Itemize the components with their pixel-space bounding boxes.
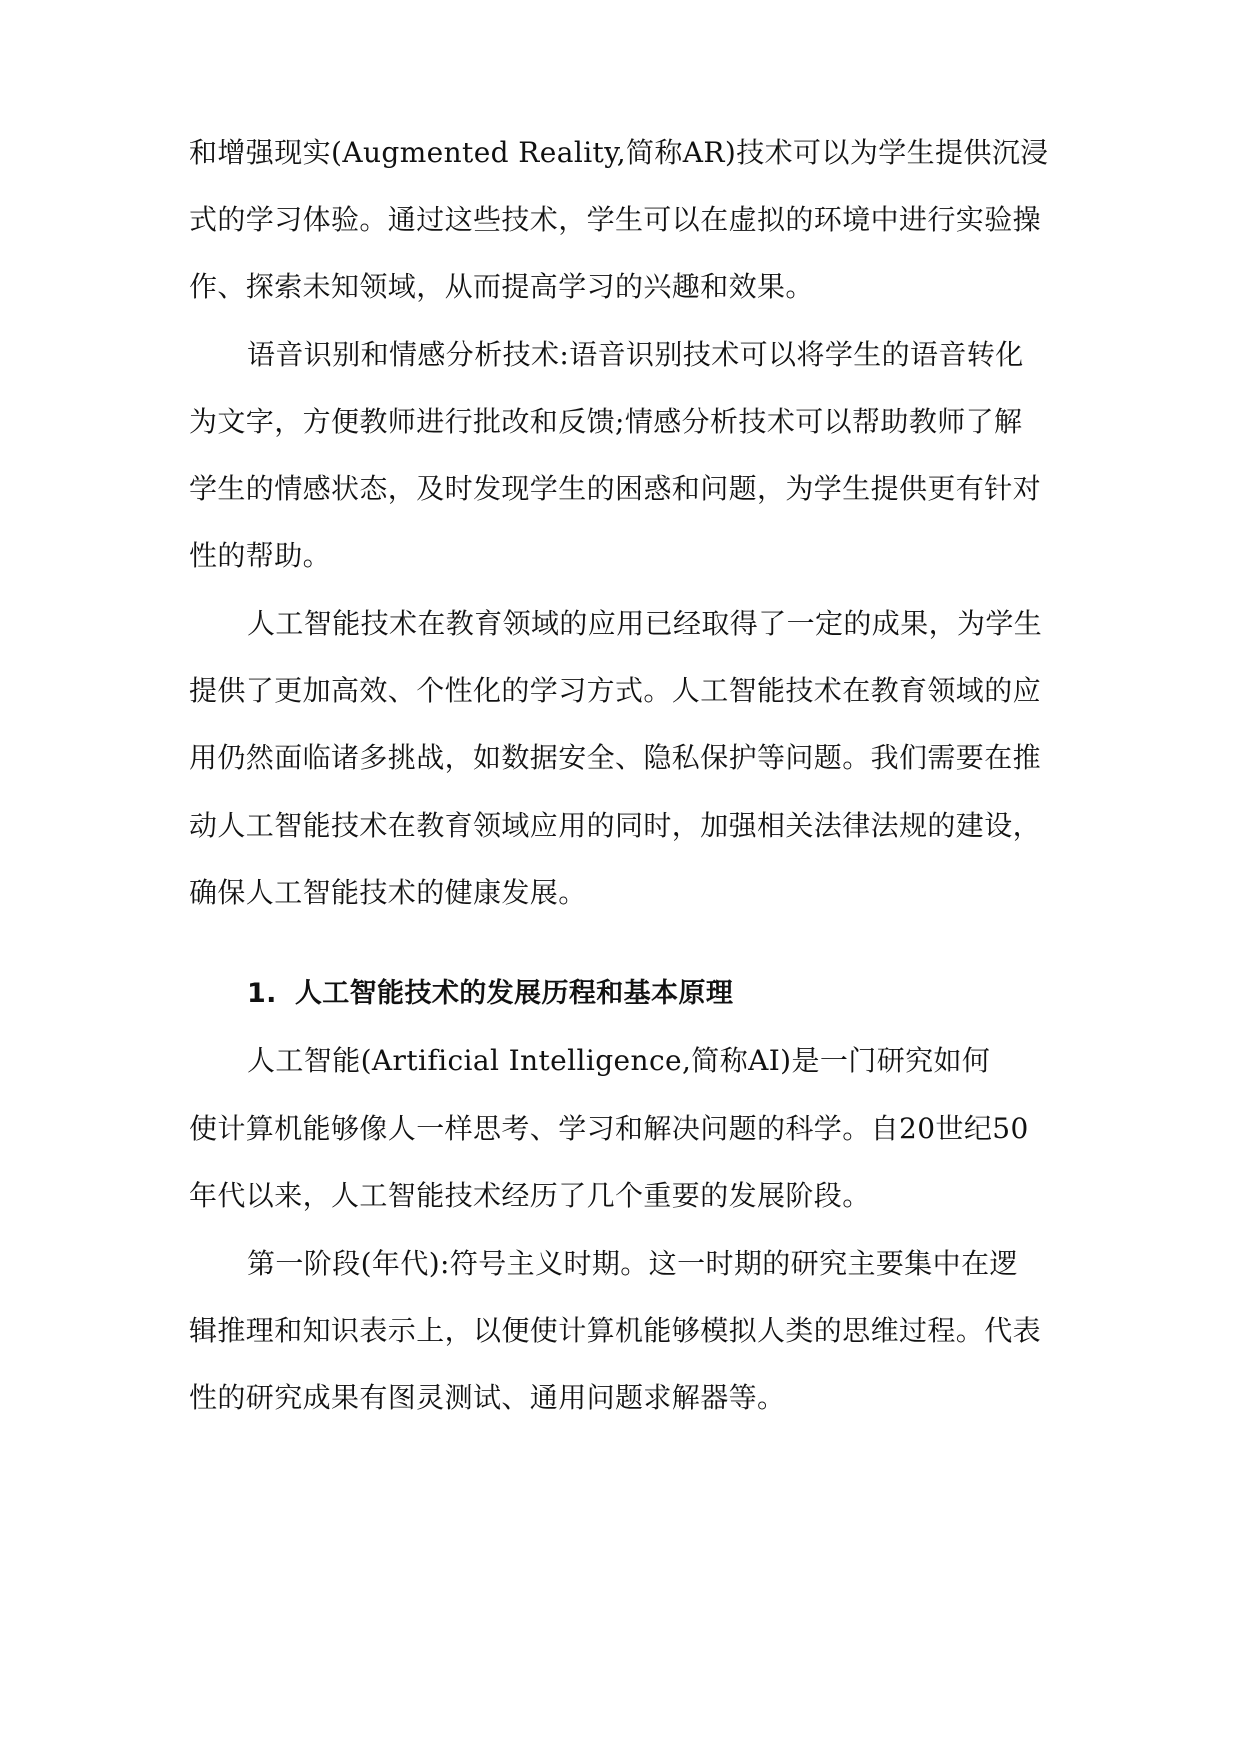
section-title: 人工智能技术的发展历程和基本原理 (294, 978, 734, 1009)
text-line: 年代以来，人工智能技术经历了几个重要的发展阶段。 (189, 1179, 871, 1212)
text-line: 提供了更加高效、个性化的学习方式。人工智能技术在教育领域的应 (189, 674, 1042, 707)
text-line: 使计算机能够像人一样思考、学习和解决问题的科学。自20世纪50 (189, 1112, 1029, 1145)
text-line: 辑推理和知识表示上，以便使计算机能够模拟人类的思维过程。代表 (189, 1314, 1042, 1347)
text-line: 为文字，方便教师进行批改和反馈;情感分析技术可以帮助教师了解 (189, 405, 1023, 438)
text-line: 和增强现实(Augmented Reality,简称AR)技术可以为学生提供沉浸 (189, 136, 1049, 169)
section-heading (247, 974, 1087, 1014)
text-line: 学生的情感状态，及时发现学生的困惑和问题，为学生提供更有针对 (189, 472, 1042, 505)
text-line: 式的学习体验。通过这些技术，学生可以在虚拟的环境中进行实验操 (189, 203, 1042, 236)
section-number: 1. (247, 978, 277, 1009)
paragraph-first-line: 人工智能技术在教育领域的应用已经取得了一定的成果，为学生 (247, 607, 1043, 640)
text-line: 确保人工智能技术的健康发展。 (189, 876, 587, 909)
text-line: 动人工智能技术在教育领域应用的同时，加强相关法律法规的建设， (189, 809, 1042, 842)
paragraph-first-line: 语音识别和情感分析技术:语音识别技术可以将学生的语音转化 (247, 338, 1024, 371)
text-line: 性的帮助。 (189, 539, 332, 572)
text-line: 性的研究成果有图灵测试、通用问题求解器等。 (189, 1381, 786, 1414)
paragraph-first-line: 人工智能(Artificial Intelligence,简称AI)是一门研究如何 (247, 1044, 991, 1077)
paragraph-first-line: 第一阶段(年代):符号主义时期。这一时期的研究主要集中在逻 (247, 1247, 1018, 1280)
text-line: 作、探索未知领域，从而提高学习的兴趣和效果。 (189, 270, 814, 303)
text-line: 用仍然面临诸多挑战，如数据安全、隐私保护等问题。我们需要在推 (189, 741, 1042, 774)
